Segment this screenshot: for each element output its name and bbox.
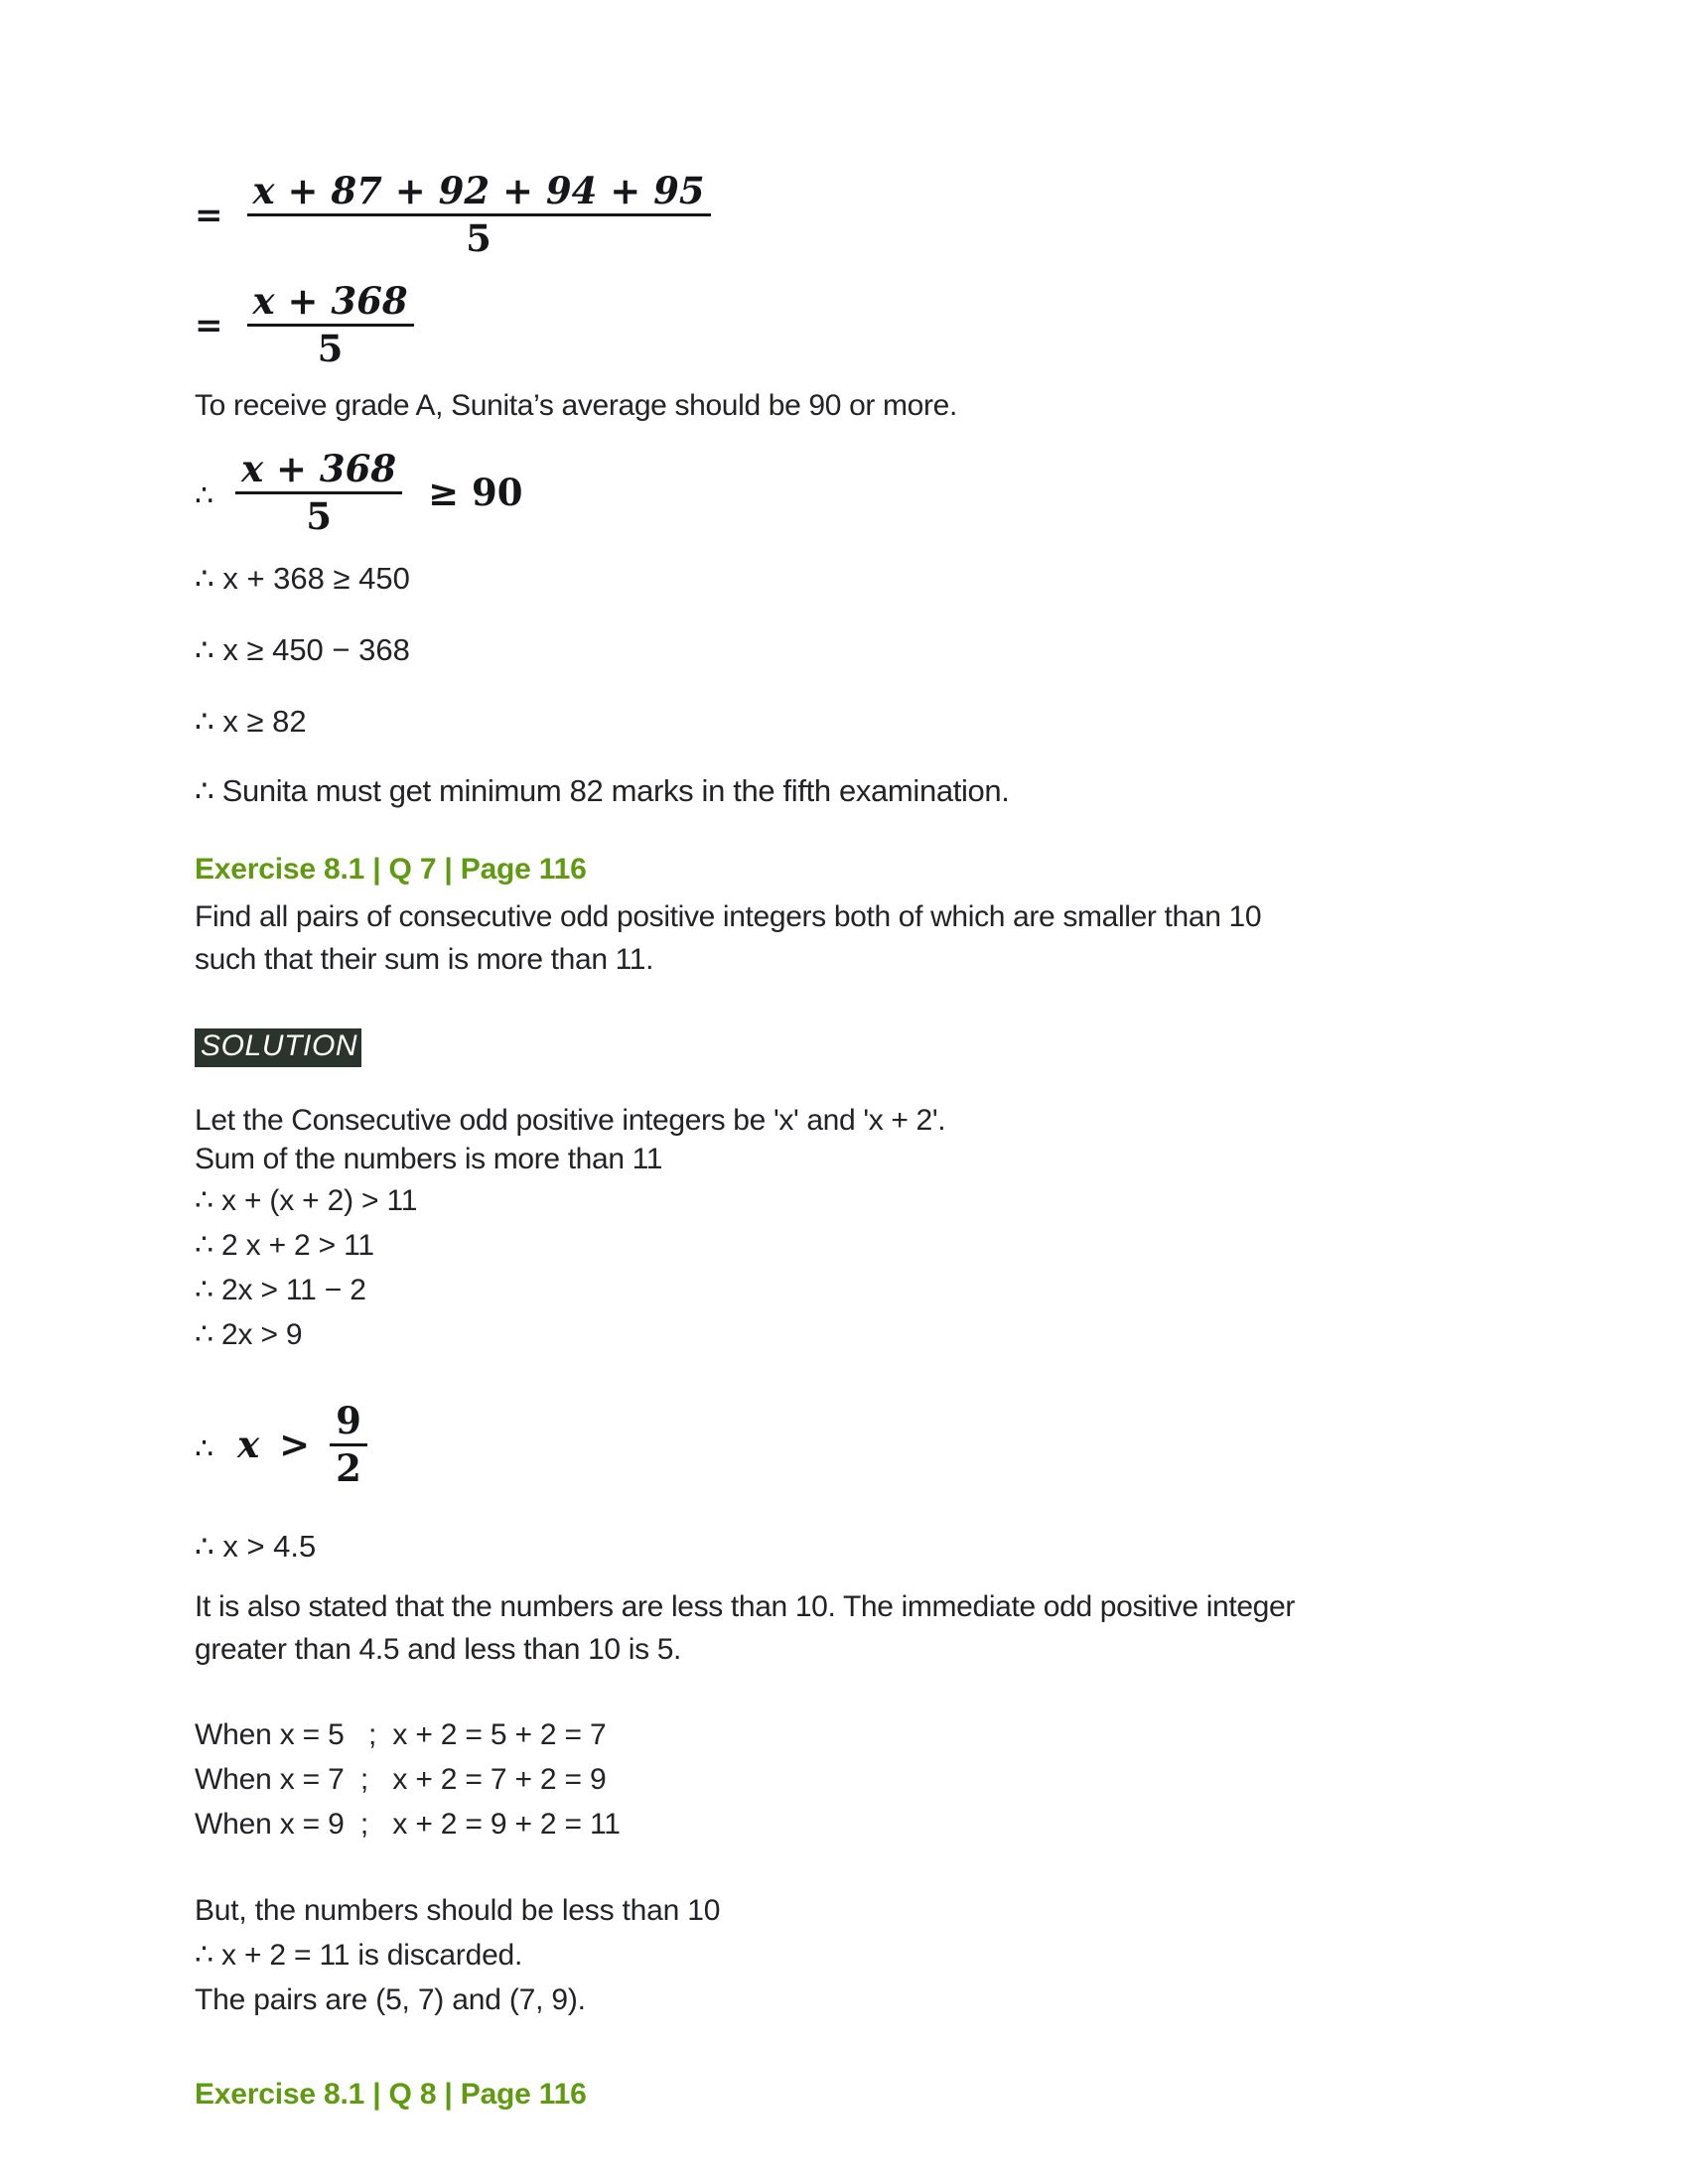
fraction-average-simplified xyxy=(235,447,402,539)
solution-step: ∴ x + (x + 2) > 11 xyxy=(195,1183,418,1217)
exercise-heading-q7: Exercise 8.1 | Q 7 | Page 116 xyxy=(195,853,587,887)
solution-label-wrapper xyxy=(195,1028,1485,1067)
fraction-average-simplified xyxy=(247,279,414,371)
solution-step: ∴ x + 368 ≥ 450 xyxy=(195,560,410,596)
fraction-nine-halves xyxy=(330,1399,367,1491)
substitution-line: When x = 5 ; x + 2 = 5 + 2 = 7 xyxy=(195,1718,607,1752)
closing-line: But, the numbers should be less than 10 xyxy=(195,1894,721,1928)
closing-line: The pairs are (5, 7) and (7, 9). xyxy=(195,1983,586,2017)
solution-step: ∴ x ≥ 82 xyxy=(195,703,307,739)
equals-sign: = xyxy=(195,195,223,235)
exercise-heading-q8: Exercise 8.1 | Q 8 | Page 116 xyxy=(195,2078,587,2112)
fraction-denominator: 5 xyxy=(317,327,344,371)
fraction-average-expanded xyxy=(247,169,711,261)
solution-conclusion: ∴ Sunita must get minimum 82 marks in the fifth examination. xyxy=(195,772,1010,808)
greater-than-sign: > xyxy=(279,1423,311,1466)
fraction-numerator: x + 87 + 92 + 94 + 95 xyxy=(252,169,705,212)
solution-setup-line-1: Let the Consecutive odd positive integers be 'x' and 'x + 2'. xyxy=(195,1103,946,1137)
closing-line: ∴ x + 2 = 11 is discarded. xyxy=(195,1939,523,1973)
grade-statement: To receive grade A, Sunita’s average should be 90 or more. xyxy=(195,388,957,422)
inequality-relation: ≥ 90 xyxy=(428,470,523,514)
fraction-numerator: x + 368 xyxy=(252,279,408,324)
solution-step: ∴ 2x > 9 xyxy=(195,1317,303,1351)
fraction-denominator: 5 xyxy=(466,216,492,261)
fraction-denominator: 5 xyxy=(306,493,332,538)
fraction-numerator: 9 xyxy=(336,1398,361,1442)
question-text-line-1: Find all pairs of consecutive odd positive integers both of which are smaller than 10 xyxy=(195,900,1262,934)
solution-step: ∴ x ≥ 450 − 368 xyxy=(195,631,410,667)
solution-label: SOLUTION xyxy=(195,1028,361,1067)
solution-setup-line-2: Sum of the numbers is more than 11 xyxy=(195,1142,663,1175)
substitution-line: When x = 7 ; x + 2 = 7 + 2 = 9 xyxy=(195,1763,607,1797)
equation-inequality-fraction xyxy=(195,447,1485,539)
fraction-numerator: x + 368 xyxy=(241,446,397,490)
document-content xyxy=(195,169,1485,2112)
equation-average-expanded xyxy=(195,169,1485,261)
variable-x: x xyxy=(237,1423,260,1466)
therefore-symbol: ∴ xyxy=(195,478,214,514)
solution-step-decimal: ∴ x > 4.5 xyxy=(195,1529,317,1565)
equation-average-simplified xyxy=(195,279,1485,371)
question-text-line-2: such that their sum is more than 11. xyxy=(195,942,654,976)
fraction-denominator: 2 xyxy=(336,1446,361,1490)
narrative-line-2: greater than 4.5 and less than 10 is 5. xyxy=(195,1632,682,1666)
solution-step: ∴ 2 x + 2 > 11 xyxy=(195,1228,374,1262)
therefore-symbol: ∴ xyxy=(195,1431,214,1466)
solution-step: ∴ 2x > 11 − 2 xyxy=(195,1273,366,1306)
narrative-line-1: It is also stated that the numbers are less than 10. The immediate odd positive integer xyxy=(195,1590,1295,1624)
equation-x-greater-nine-halves xyxy=(195,1399,1485,1491)
equals-sign: = xyxy=(195,305,223,345)
substitution-line: When x = 9 ; x + 2 = 9 + 2 = 11 xyxy=(195,1808,621,1842)
